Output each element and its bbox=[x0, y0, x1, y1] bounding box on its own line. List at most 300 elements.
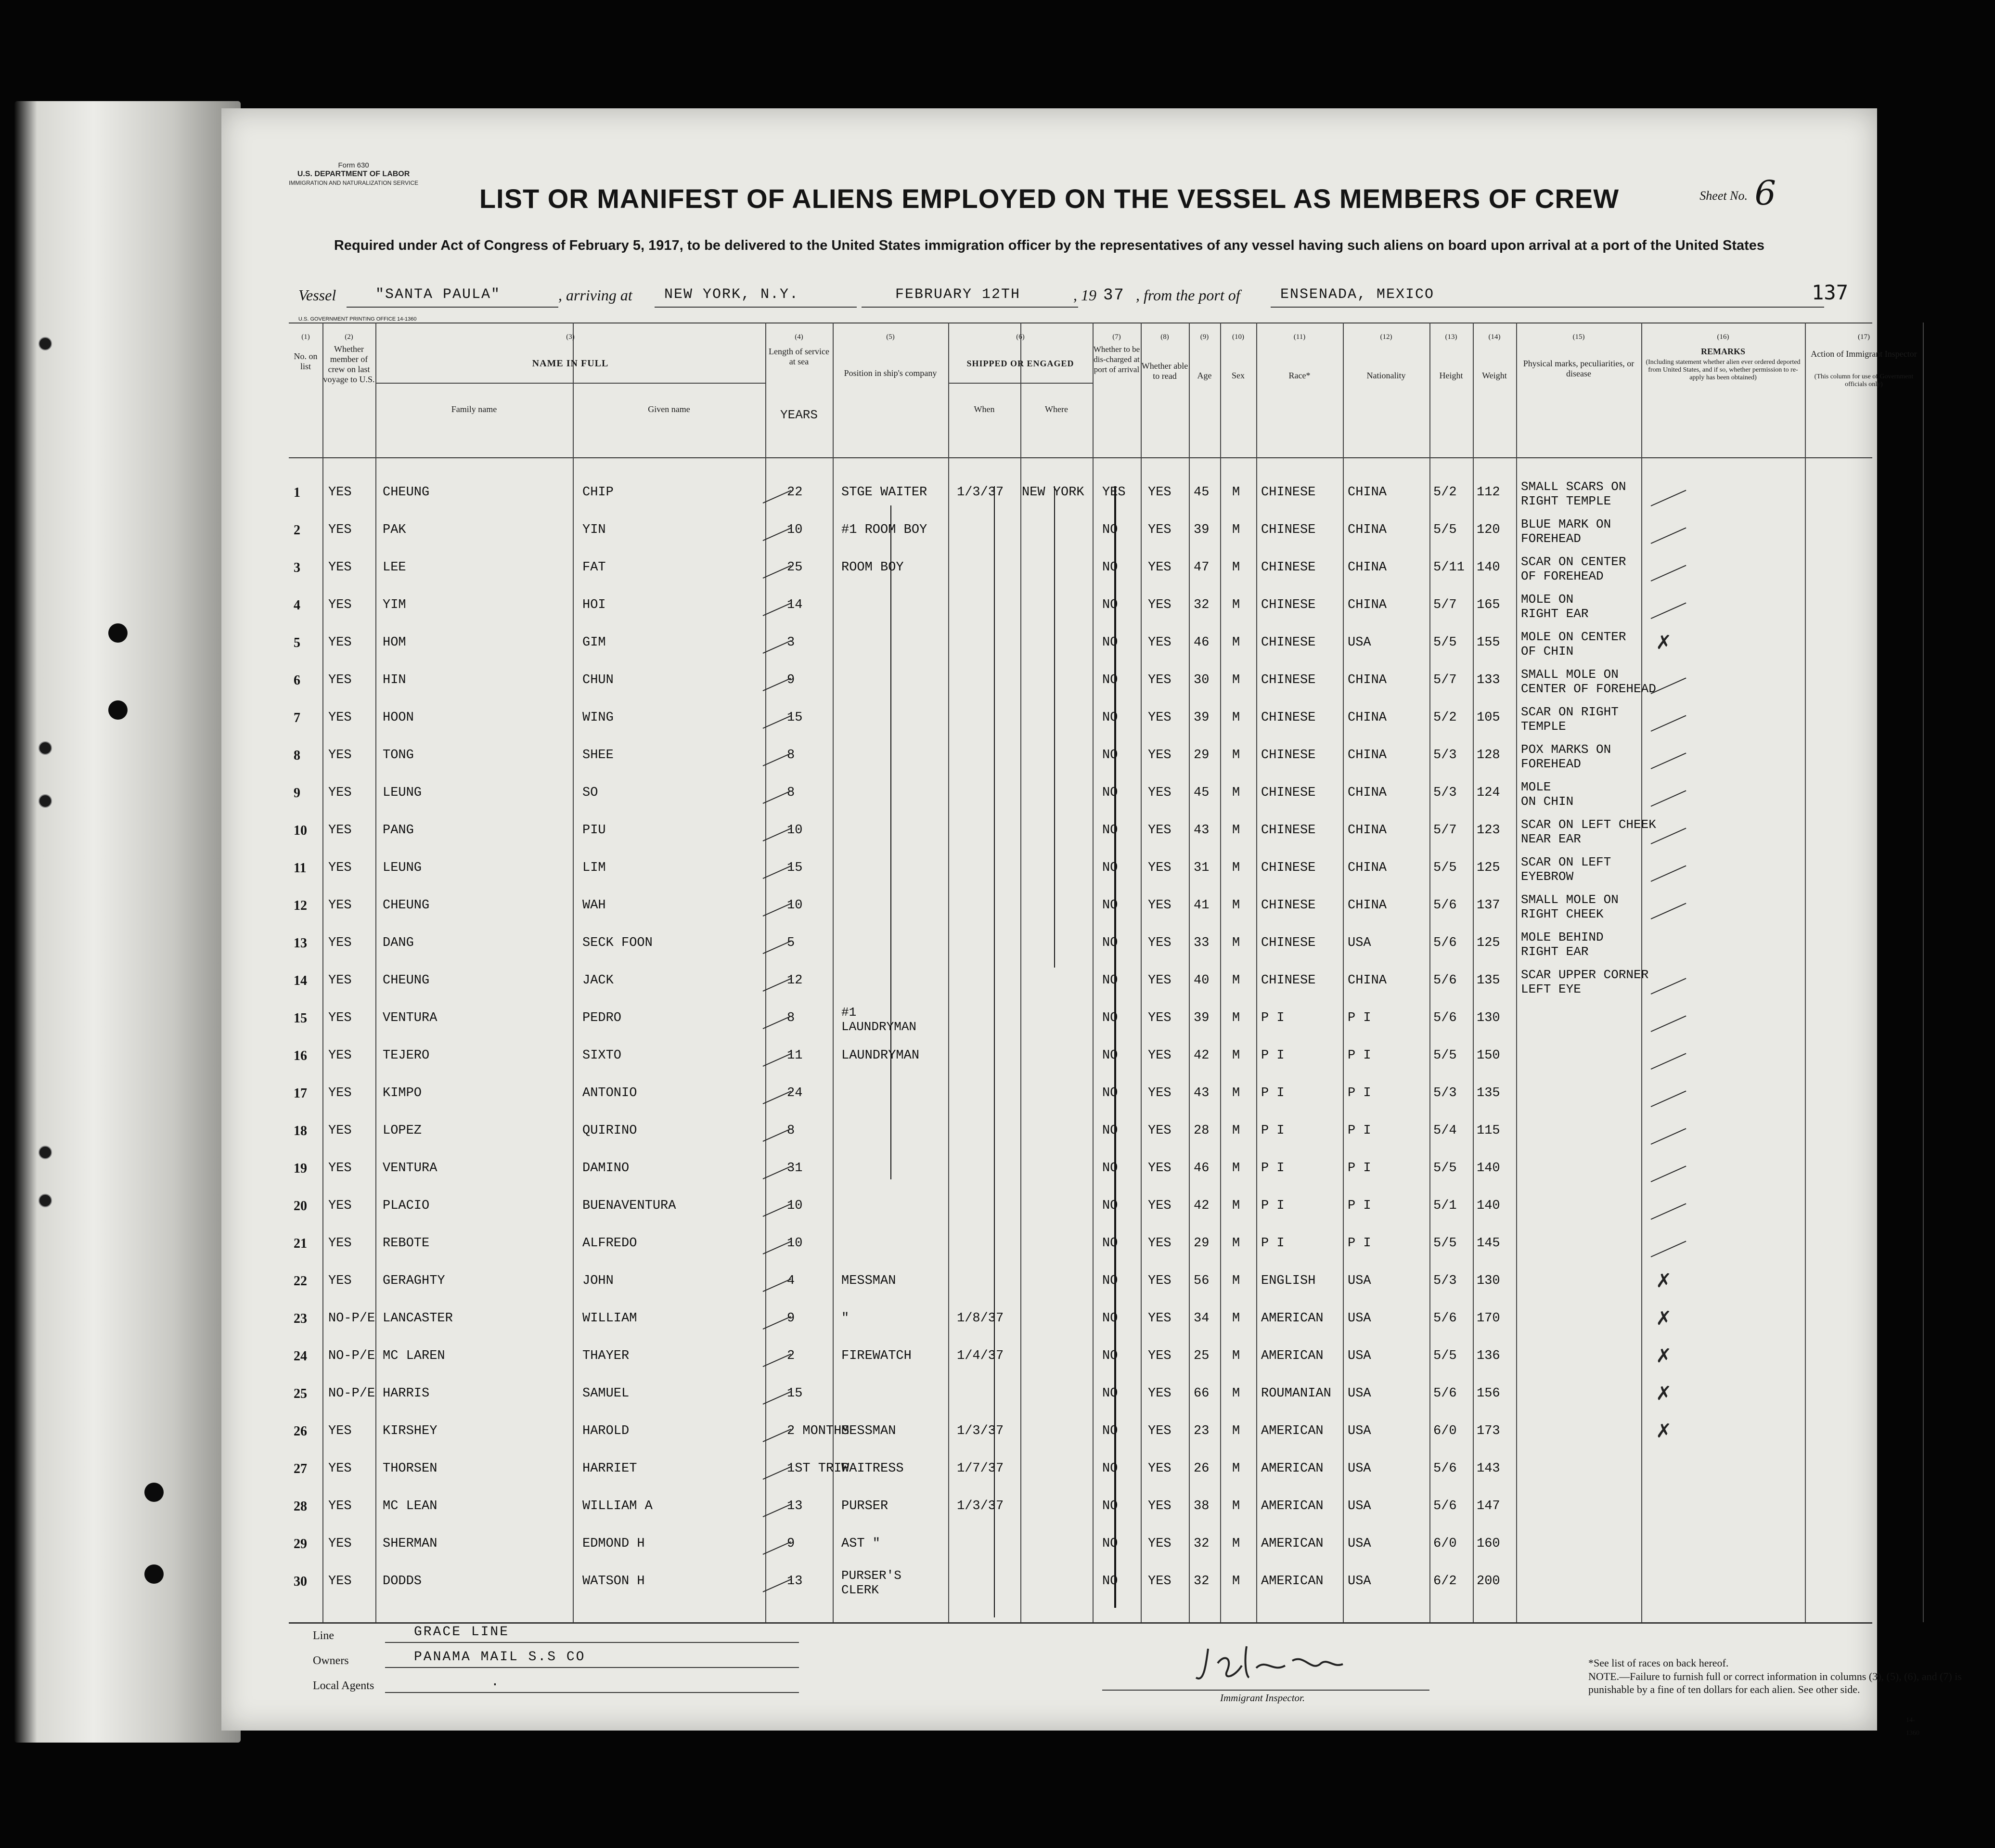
row-number: 1 bbox=[294, 485, 300, 500]
col-2-number: (2) bbox=[345, 333, 353, 341]
shipped-when: 1/3/37 bbox=[957, 485, 1004, 500]
line-label: Line bbox=[313, 1629, 334, 1642]
binder-hole bbox=[39, 741, 52, 755]
height: 5/6 bbox=[1433, 936, 1457, 950]
table-row bbox=[289, 703, 1872, 740]
position: AST " bbox=[841, 1537, 881, 1551]
table-row bbox=[289, 1491, 1872, 1529]
col-11-header: Race* bbox=[1288, 371, 1311, 380]
row-number: 3 bbox=[294, 560, 300, 575]
shipped-where: NEW YORK bbox=[1022, 485, 1084, 500]
weight: 143 bbox=[1477, 1461, 1500, 1476]
member-last-voyage: YES bbox=[328, 823, 352, 838]
family-name: HOON bbox=[383, 711, 414, 725]
race: CHINESE bbox=[1261, 485, 1316, 500]
race: CHINESE bbox=[1261, 673, 1316, 687]
nationality: USA bbox=[1348, 635, 1371, 650]
col-1-header: No. on list bbox=[294, 351, 318, 371]
height: 5/3 bbox=[1433, 786, 1457, 800]
col-3b-header: Given name bbox=[648, 404, 690, 414]
able-to-read: YES bbox=[1148, 485, 1171, 500]
row-number: 7 bbox=[294, 711, 300, 725]
member-last-voyage: YES bbox=[328, 1011, 352, 1025]
table-row bbox=[289, 778, 1872, 815]
able-to-read: YES bbox=[1148, 1161, 1171, 1176]
given-name: WILLIAM A bbox=[582, 1499, 653, 1513]
nationality: P I bbox=[1348, 1199, 1371, 1213]
physical-marks: MOLE BEHIND RIGHT EAR bbox=[1521, 930, 1604, 959]
physical-marks: SMALL MOLE ON RIGHT CHEEK bbox=[1521, 892, 1619, 921]
owners-value: PANAMA MAIL S.S CO bbox=[414, 1650, 586, 1665]
nationality: USA bbox=[1348, 936, 1371, 950]
nationality: CHINA bbox=[1348, 673, 1387, 687]
member-last-voyage: YES bbox=[328, 1199, 352, 1213]
member-last-voyage: YES bbox=[328, 635, 352, 650]
height: 6/0 bbox=[1433, 1424, 1457, 1438]
sex: M bbox=[1232, 786, 1240, 800]
height: 5/2 bbox=[1433, 485, 1457, 500]
family-name: HIN bbox=[383, 673, 406, 687]
race: CHINESE bbox=[1261, 786, 1316, 800]
nationality: USA bbox=[1348, 1349, 1371, 1363]
given-name: SO bbox=[582, 786, 598, 800]
table-row bbox=[289, 628, 1872, 665]
race: CHINESE bbox=[1261, 560, 1316, 575]
age: 45 bbox=[1194, 786, 1210, 800]
from-port: ENSENADA, MEXICO bbox=[1280, 286, 1435, 303]
row-number: 11 bbox=[294, 861, 307, 876]
member-last-voyage: YES bbox=[328, 485, 352, 500]
discharged-at-port: NO bbox=[1102, 748, 1118, 762]
col-7-header: Whether to be dis-charged at port of arrival bbox=[1093, 345, 1140, 374]
family-name: KIMPO bbox=[383, 1086, 422, 1100]
given-name: HAROLD bbox=[582, 1424, 630, 1438]
family-name: SHERMAN bbox=[383, 1537, 438, 1551]
sex: M bbox=[1232, 673, 1240, 687]
length-of-service: 31 bbox=[787, 1161, 803, 1176]
discharged-at-port: NO bbox=[1102, 786, 1118, 800]
race: AMERICAN bbox=[1261, 1349, 1324, 1363]
given-name: LIM bbox=[582, 861, 606, 875]
member-last-voyage: YES bbox=[328, 673, 352, 687]
row-number: 21 bbox=[294, 1236, 307, 1251]
race: P I bbox=[1261, 1124, 1285, 1138]
col-16-header: REMARKS bbox=[1700, 347, 1745, 356]
age: 56 bbox=[1194, 1274, 1210, 1288]
given-name: ANTONIO bbox=[582, 1086, 637, 1100]
remark-check-mark bbox=[1651, 1091, 1686, 1107]
row-number: 19 bbox=[294, 1161, 307, 1176]
given-name: FAT bbox=[582, 560, 606, 575]
member-last-voyage: YES bbox=[328, 1086, 352, 1100]
family-name: MC LEAN bbox=[383, 1499, 438, 1513]
height: 5/6 bbox=[1433, 1461, 1457, 1476]
age: 31 bbox=[1194, 861, 1210, 875]
binder-hole bbox=[39, 337, 52, 350]
able-to-read: YES bbox=[1148, 861, 1171, 875]
height: 5/11 bbox=[1433, 560, 1465, 575]
race: ROUMANIAN bbox=[1261, 1386, 1331, 1401]
agents-value: . bbox=[491, 1675, 501, 1690]
given-name: BUENAVENTURA bbox=[582, 1199, 676, 1213]
row-number: 15 bbox=[294, 1011, 307, 1026]
col-14-header: Weight bbox=[1482, 371, 1507, 380]
col-10-number: (10) bbox=[1232, 333, 1244, 341]
row-number: 5 bbox=[294, 635, 300, 650]
height: 5/6 bbox=[1433, 1499, 1457, 1513]
race: CHINESE bbox=[1261, 861, 1316, 875]
row-number: 27 bbox=[294, 1461, 307, 1476]
given-name: SIXTO bbox=[582, 1048, 622, 1063]
family-name: PANG bbox=[383, 823, 414, 838]
col-4-unit: YEARS bbox=[780, 408, 818, 422]
race: P I bbox=[1261, 1086, 1285, 1100]
table-row bbox=[289, 891, 1872, 928]
sex: M bbox=[1232, 898, 1240, 913]
weight: 136 bbox=[1477, 1349, 1500, 1363]
given-name: CHUN bbox=[582, 673, 614, 687]
nationality: P I bbox=[1348, 1236, 1371, 1251]
col-16-subheader: (Including statement whether alien ever ordered deported from United States, and if so, whether permission to re-apply has been obtained) bbox=[1646, 359, 1801, 381]
col-6-header: SHIPPED OR ENGAGED bbox=[966, 359, 1074, 368]
nationality: CHINA bbox=[1348, 861, 1387, 875]
member-last-voyage: YES bbox=[328, 1499, 352, 1513]
able-to-read: YES bbox=[1148, 1349, 1171, 1363]
member-last-voyage: YES bbox=[328, 936, 352, 950]
nationality: USA bbox=[1348, 1424, 1371, 1438]
col-1-number: (1) bbox=[301, 333, 310, 341]
sex: M bbox=[1232, 748, 1240, 762]
shipped-when: 1/3/37 bbox=[957, 1424, 1004, 1438]
given-name: WATSON H bbox=[582, 1574, 645, 1589]
table-row bbox=[289, 1566, 1872, 1604]
height: 5/6 bbox=[1433, 973, 1457, 988]
weight: 120 bbox=[1477, 523, 1500, 537]
remark-check-mark bbox=[1651, 603, 1686, 619]
family-name: LEE bbox=[383, 560, 406, 575]
length-of-service: 10 bbox=[787, 823, 803, 838]
family-name: YIM bbox=[383, 598, 406, 612]
col-6a-header: When bbox=[974, 404, 995, 414]
sheet-number-value: 6 bbox=[1754, 173, 1776, 213]
table-row bbox=[289, 1078, 1872, 1116]
physical-marks: SMALL MOLE ON CENTER OF FOREHEAD bbox=[1521, 667, 1656, 696]
remark-x-mark: ✗ bbox=[1656, 1307, 1672, 1330]
row-number: 12 bbox=[294, 898, 307, 913]
length-of-service: 15 bbox=[787, 711, 803, 725]
member-last-voyage: NO-P/E bbox=[328, 1349, 375, 1363]
length-of-service: 8 bbox=[787, 1124, 795, 1138]
family-name: HARRIS bbox=[383, 1386, 430, 1401]
discharged-at-port: NO bbox=[1102, 1311, 1118, 1326]
age: 39 bbox=[1194, 1011, 1210, 1025]
remark-x-mark: ✗ bbox=[1656, 1345, 1672, 1367]
row-number: 24 bbox=[294, 1349, 307, 1364]
height: 5/4 bbox=[1433, 1124, 1457, 1138]
race: CHINESE bbox=[1261, 748, 1316, 762]
sex: M bbox=[1232, 1124, 1240, 1138]
age: 43 bbox=[1194, 823, 1210, 838]
length-of-service: 8 bbox=[787, 1011, 795, 1025]
physical-marks: MOLE ON CENTER OF CHIN bbox=[1521, 630, 1626, 659]
weight: 160 bbox=[1477, 1537, 1500, 1551]
length-of-service: 12 bbox=[787, 973, 803, 988]
position: STGE WAITER bbox=[841, 485, 927, 500]
family-name: LOPEZ bbox=[383, 1124, 422, 1138]
sex: M bbox=[1232, 1199, 1240, 1213]
member-last-voyage: YES bbox=[328, 523, 352, 537]
row-number: 10 bbox=[294, 823, 307, 838]
position: ROOM BOY bbox=[841, 560, 904, 575]
col-5-number: (5) bbox=[886, 333, 895, 341]
age: 34 bbox=[1194, 1311, 1210, 1326]
remark-check-mark bbox=[1651, 978, 1686, 995]
owners-label: Owners bbox=[313, 1654, 349, 1667]
able-to-read: YES bbox=[1148, 673, 1171, 687]
inspector-label: Immigrant Inspector. bbox=[1220, 1692, 1305, 1704]
member-last-voyage: NO-P/E bbox=[328, 1386, 375, 1401]
weight: 130 bbox=[1477, 1011, 1500, 1025]
row-number: 22 bbox=[294, 1274, 307, 1289]
race: AMERICAN bbox=[1261, 1461, 1324, 1476]
height: 5/5 bbox=[1433, 1349, 1457, 1363]
position: LAUNDRYMAN bbox=[841, 1048, 920, 1063]
able-to-read: YES bbox=[1148, 1274, 1171, 1288]
physical-marks: SMALL SCARS ON RIGHT TEMPLE bbox=[1521, 479, 1626, 508]
discharged-at-port: NO bbox=[1102, 1086, 1118, 1100]
discharged-at-port: NO bbox=[1102, 898, 1118, 913]
physical-marks: SCAR ON LEFT EYEBROW bbox=[1521, 855, 1611, 884]
position: #1 ROOM BOY bbox=[841, 523, 927, 537]
discharged-at-port: NO bbox=[1102, 1499, 1118, 1513]
discharged-at-port: NO bbox=[1102, 523, 1118, 537]
remark-x-mark: ✗ bbox=[1656, 1270, 1672, 1292]
weight: 128 bbox=[1477, 748, 1500, 762]
able-to-read: YES bbox=[1148, 1086, 1171, 1100]
given-name: JACK bbox=[582, 973, 614, 988]
binder-hole bbox=[144, 1564, 164, 1584]
age: 46 bbox=[1194, 1161, 1210, 1176]
table-row bbox=[289, 815, 1872, 853]
discharged-at-port: NO bbox=[1102, 1161, 1118, 1176]
remark-check-mark bbox=[1651, 715, 1686, 732]
footer-form-code: 14-1360 bbox=[1906, 1717, 1919, 1737]
sex: M bbox=[1232, 1386, 1240, 1401]
given-name: DAMINO bbox=[582, 1161, 630, 1176]
binder-hole bbox=[39, 1194, 52, 1207]
nationality: CHINA bbox=[1348, 823, 1387, 838]
given-name: HARRIET bbox=[582, 1461, 637, 1476]
table-row bbox=[289, 1228, 1872, 1266]
race: CHINESE bbox=[1261, 973, 1316, 988]
table-row bbox=[289, 1041, 1872, 1078]
height: 5/6 bbox=[1433, 1311, 1457, 1326]
able-to-read: YES bbox=[1148, 1048, 1171, 1063]
arriving-port: NEW YORK, N.Y. bbox=[664, 286, 799, 303]
sex: M bbox=[1232, 560, 1240, 575]
sex: M bbox=[1232, 485, 1240, 500]
row-number: 20 bbox=[294, 1199, 307, 1214]
able-to-read: YES bbox=[1148, 711, 1171, 725]
arrival-year: 37 bbox=[1103, 286, 1125, 305]
table-row bbox=[289, 1454, 1872, 1491]
discharged-at-port: NO bbox=[1102, 1386, 1118, 1401]
table-row bbox=[289, 665, 1872, 703]
row-number: 29 bbox=[294, 1537, 307, 1551]
height: 6/0 bbox=[1433, 1537, 1457, 1551]
stamp-number: 137 bbox=[1812, 281, 1848, 304]
age: 42 bbox=[1194, 1048, 1210, 1063]
remark-x-mark: ✗ bbox=[1656, 1420, 1672, 1442]
weight: 173 bbox=[1477, 1424, 1500, 1438]
given-name: SAMUEL bbox=[582, 1386, 630, 1401]
family-name: DANG bbox=[383, 936, 414, 950]
row-number: 25 bbox=[294, 1386, 307, 1401]
member-last-voyage: YES bbox=[328, 598, 352, 612]
age: 32 bbox=[1194, 1574, 1210, 1589]
given-name: PIU bbox=[582, 823, 606, 838]
nationality: P I bbox=[1348, 1086, 1371, 1100]
given-name: ALFREDO bbox=[582, 1236, 637, 1251]
nationality: CHINA bbox=[1348, 711, 1387, 725]
discharged-at-port: NO bbox=[1102, 598, 1118, 612]
nationality: P I bbox=[1348, 1011, 1371, 1025]
remark-check-mark bbox=[1651, 1241, 1686, 1257]
table-row bbox=[289, 1379, 1872, 1416]
height: 5/6 bbox=[1433, 898, 1457, 913]
length-of-service: 8 bbox=[787, 748, 795, 762]
crew-table bbox=[289, 323, 1917, 1622]
penalty-note: NOTE.—Failure to furnish full or correct information in columns (3), (5), (6), and (7) is punishable by a fine of ten dollars for each alien. See other side. bbox=[1588, 1670, 1962, 1695]
position: #1 LAUNDRYMAN bbox=[841, 1005, 917, 1034]
binder-hole bbox=[108, 623, 128, 643]
member-last-voyage: YES bbox=[328, 898, 352, 913]
discharged-at-port: NO bbox=[1102, 560, 1118, 575]
row-number: 6 bbox=[294, 673, 300, 688]
length-of-service: 10 bbox=[787, 898, 803, 913]
height: 5/7 bbox=[1433, 598, 1457, 612]
physical-marks: MOLE ON CHIN bbox=[1521, 780, 1574, 809]
length-of-service: 24 bbox=[787, 1086, 803, 1100]
nationality: CHINA bbox=[1348, 560, 1387, 575]
weight: 124 bbox=[1477, 786, 1500, 800]
length-of-service: 15 bbox=[787, 1386, 803, 1401]
shipped-when: 1/3/37 bbox=[957, 1499, 1004, 1513]
races-note: *See list of races on back hereof. bbox=[1588, 1657, 1729, 1669]
col-4-number: (4) bbox=[795, 333, 803, 341]
remark-check-mark bbox=[1651, 1016, 1686, 1032]
binder-hole bbox=[108, 700, 128, 720]
family-name: PAK bbox=[383, 523, 406, 537]
family-name: LANCASTER bbox=[383, 1311, 453, 1326]
length-of-service: 25 bbox=[787, 560, 803, 575]
col-13-header: Height bbox=[1439, 371, 1463, 380]
age: 26 bbox=[1194, 1461, 1210, 1476]
height: 5/2 bbox=[1433, 711, 1457, 725]
position: MESSMAN bbox=[841, 1424, 896, 1438]
height: 5/7 bbox=[1433, 823, 1457, 838]
able-to-read: YES bbox=[1148, 1499, 1171, 1513]
given-name: SECK FOON bbox=[582, 936, 653, 950]
remark-check-mark bbox=[1651, 565, 1686, 582]
given-name: JOHN bbox=[582, 1274, 614, 1288]
from-label: , from the port of bbox=[1136, 286, 1240, 304]
table-row bbox=[289, 740, 1872, 778]
family-name: VENTURA bbox=[383, 1161, 438, 1176]
weight: 200 bbox=[1477, 1574, 1500, 1589]
nationality: USA bbox=[1348, 1461, 1371, 1476]
length-of-service: 10 bbox=[787, 1199, 803, 1213]
discharged-at-port: NO bbox=[1102, 1011, 1118, 1025]
nationality: P I bbox=[1348, 1124, 1371, 1138]
discharged-at-port: NO bbox=[1102, 1236, 1118, 1251]
sex: M bbox=[1232, 973, 1240, 988]
member-last-voyage: YES bbox=[328, 1537, 352, 1551]
age: 39 bbox=[1194, 523, 1210, 537]
given-name: WAH bbox=[582, 898, 606, 913]
able-to-read: YES bbox=[1148, 823, 1171, 838]
able-to-read: YES bbox=[1148, 635, 1171, 650]
position: PURSER'S CLERK bbox=[841, 1568, 901, 1597]
sex: M bbox=[1232, 523, 1240, 537]
length-of-service: 9 bbox=[787, 1537, 795, 1551]
able-to-read: YES bbox=[1148, 973, 1171, 988]
remark-check-mark bbox=[1651, 1166, 1686, 1182]
agents-label: Local Agents bbox=[313, 1680, 374, 1692]
nationality: CHINA bbox=[1348, 523, 1387, 537]
able-to-read: YES bbox=[1148, 1199, 1171, 1213]
length-of-service: 3 bbox=[787, 635, 795, 650]
family-name: REBOTE bbox=[383, 1236, 430, 1251]
discharged-at-port: NO bbox=[1102, 1274, 1118, 1288]
sex: M bbox=[1232, 861, 1240, 875]
nationality: CHINA bbox=[1348, 973, 1387, 988]
col-3a-header: Family name bbox=[451, 404, 497, 414]
height: 5/7 bbox=[1433, 673, 1457, 687]
nationality: CHINA bbox=[1348, 598, 1387, 612]
given-name: HOI bbox=[582, 598, 606, 612]
nationality: USA bbox=[1348, 1274, 1371, 1288]
nationality: CHINA bbox=[1348, 485, 1387, 500]
col-6b-header: Where bbox=[1045, 404, 1068, 414]
shipped-when: 1/4/37 bbox=[957, 1349, 1004, 1363]
height: 5/5 bbox=[1433, 523, 1457, 537]
age: 42 bbox=[1194, 1199, 1210, 1213]
binder-hole bbox=[39, 1146, 52, 1159]
sex: M bbox=[1232, 1161, 1240, 1176]
discharged-at-port: NO bbox=[1102, 1349, 1118, 1363]
sex: M bbox=[1232, 1574, 1240, 1589]
sex: M bbox=[1232, 1048, 1240, 1063]
age: 23 bbox=[1194, 1424, 1210, 1438]
height: 5/6 bbox=[1433, 1386, 1457, 1401]
family-name: VENTURA bbox=[383, 1011, 438, 1025]
member-last-voyage: YES bbox=[328, 1574, 352, 1589]
weight: 140 bbox=[1477, 560, 1500, 575]
vessel-line bbox=[298, 286, 1839, 310]
table-row bbox=[289, 1266, 1872, 1304]
nationality: P I bbox=[1348, 1161, 1371, 1176]
row-number: 8 bbox=[294, 748, 300, 763]
manifest-footer bbox=[289, 1625, 1962, 1737]
able-to-read: YES bbox=[1148, 1424, 1171, 1438]
able-to-read: YES bbox=[1148, 936, 1171, 950]
year-prefix: , 19 bbox=[1073, 286, 1096, 304]
age: 40 bbox=[1194, 973, 1210, 988]
race: P I bbox=[1261, 1011, 1285, 1025]
member-last-voyage: YES bbox=[328, 973, 352, 988]
row-number: 16 bbox=[294, 1048, 307, 1063]
